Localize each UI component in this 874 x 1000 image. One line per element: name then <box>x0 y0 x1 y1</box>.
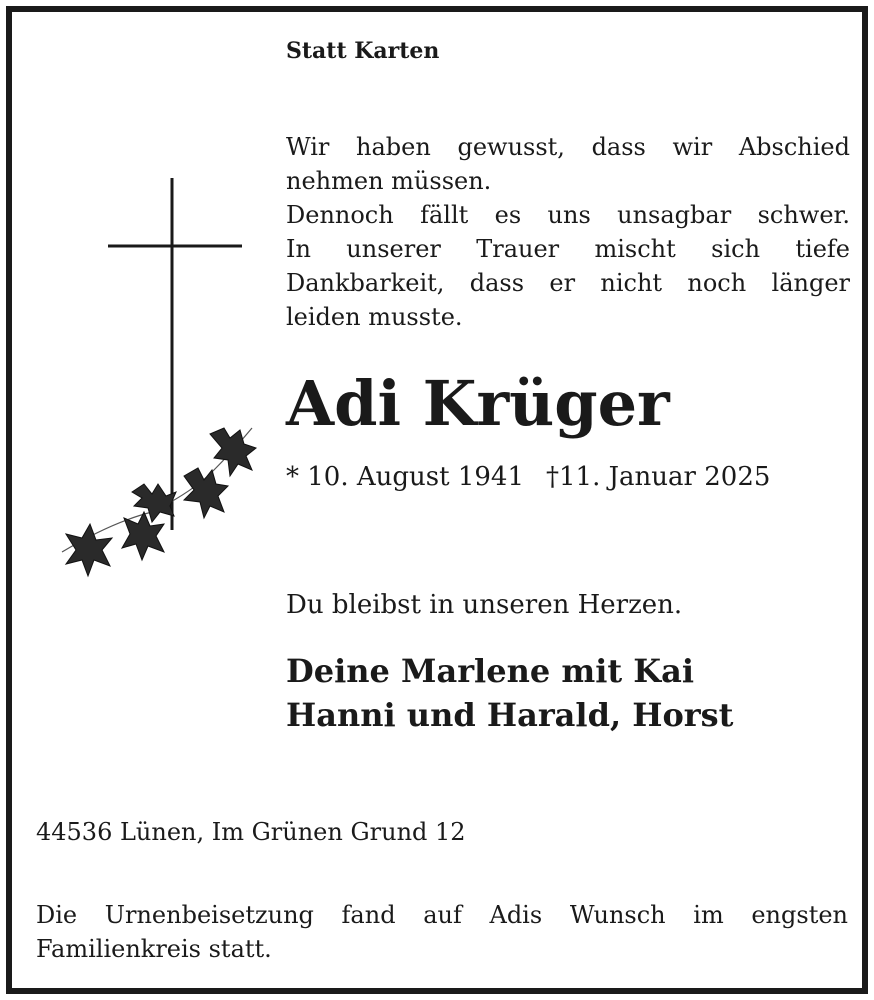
verse-line-5: Dankbarkeit, dass er nicht noch länger <box>286 269 850 297</box>
family-line-2: Hanni und Harald, Horst <box>286 696 734 734</box>
deceased-name: Adi Krüger <box>286 367 670 440</box>
notice-heading: Statt Karten <box>286 38 440 64</box>
ivy-leaves-icon <box>62 428 256 576</box>
verse-line-2: nehmen müssen. <box>286 167 492 195</box>
note-line-1: Die Urnenbeisetzung fand auf Adis Wunsch im engsten <box>36 901 848 929</box>
address: 44536 Lünen, Im Grünen Grund 12 <box>36 818 466 846</box>
closing-line: Du bleibst in unseren Herzen. <box>286 590 683 620</box>
cross-icon <box>52 172 262 592</box>
death-date: †11. Januar 2025 <box>546 462 771 492</box>
verse-line-4: In unserer Trauer mischt sich tiefe <box>286 235 850 263</box>
verse-line-6: leiden musste. <box>286 303 463 331</box>
verse-line-3: Dennoch fällt es uns unsagbar schwer. <box>286 201 850 229</box>
life-dates <box>286 462 770 492</box>
family-line-1: Deine Marlene mit Kai <box>286 652 694 690</box>
birth-date: * 10. August 1941 <box>286 462 525 492</box>
verse-line-1: Wir haben gewusst, dass wir Abschied <box>286 133 850 161</box>
obituary-notice <box>6 6 868 994</box>
note-line-2: Familienkreis statt. <box>36 935 272 963</box>
